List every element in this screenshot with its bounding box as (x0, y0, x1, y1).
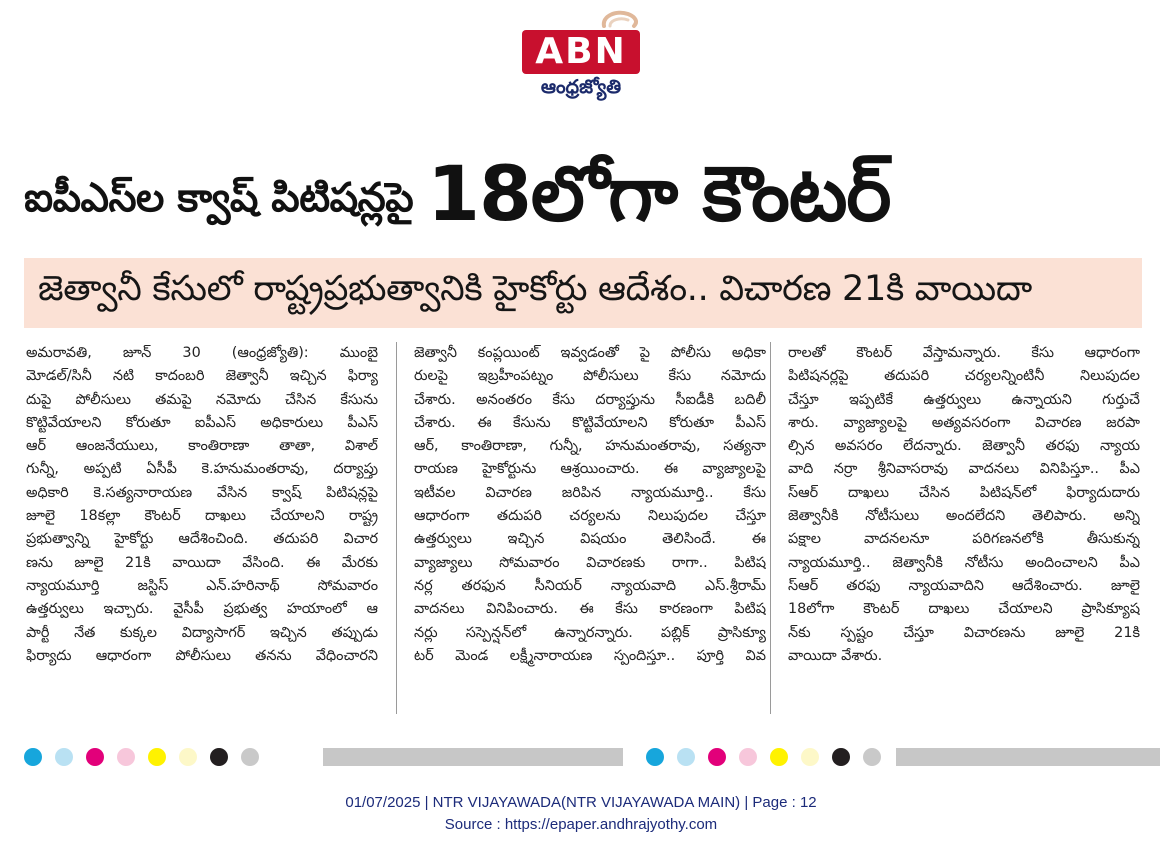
color-swatch (832, 748, 850, 766)
article-line: జెత్వానీ కంప్లయింట్‌ ఇవ్వడంతో పై పోలీసు అధికా (414, 345, 766, 361)
headline-part1: ఐపీఎస్‌ల క్వాష్‌ పిటిషన్లపై (24, 175, 414, 221)
subheadline-text: జెత్వానీ కేసులో రాష్ట్రప్రభుత్వానికి హైకోర్టు ఆదేశం.. విచారణ 21కి వాయిదా (38, 269, 1032, 309)
article-line: పార్టీ నేత కుక్కల విద్యాసాగర్‌ ఇచ్చిన తప్పుడు (26, 624, 378, 641)
logo-badge (522, 30, 640, 74)
color-swatch (863, 748, 881, 766)
article-column-3 (788, 342, 1140, 668)
article-line: ఆర్‌ ఆంజనేయులు, కాంతిరాణా తాతా, విశాల్‌ (26, 438, 378, 455)
article-line: శారు. వ్యాజ్యాలపై అత్యవసరంగా విచారణ జరపా (788, 414, 1140, 431)
article-line: న్‌కు స్పష్టం చేస్తూ విచారణను జూలై 21కి (788, 624, 1140, 641)
color-swatch (24, 748, 42, 766)
color-swatch (210, 748, 228, 766)
color-swatch (770, 748, 788, 766)
footer-source-line: Source : https://epaper.andhrajyothy.com (444, 816, 718, 833)
article-line: రులపై ఇబ్రహీంపట్నం పోలీసులు కేసు నమోదు (414, 368, 766, 385)
article-line: పక్షాల వాదనలనూ పరిగణనలోకి తీసుకున్న (788, 531, 1140, 548)
footer-edition-line: 01/07/2025 | NTR VIJAYAWADA(NTR VIJAYAWADA MAIN) | Page : 12 (345, 794, 817, 811)
abn-logo (520, 8, 642, 100)
page-footer (0, 792, 1162, 836)
article-line: చేస్తూ ఇప్పటికే ఉత్తర్వులు ఉన్నాయని గుర్తుచే (788, 391, 1140, 408)
color-swatch (86, 748, 104, 766)
article-line: రాయణ హైకోర్టును ఆశ్రయించారు. ఈ వ్యాజ్యాలపై (414, 461, 766, 478)
article-line: ఆర్‌, కాంతిరాణా, గున్నీ, హనుమంతరావు, సత్యనా (414, 438, 766, 455)
logo-subtitle: ఆంధ్రజ్యోతి (540, 76, 622, 98)
article-line: జూలై 18కల్లా కౌంటర్‌ దాఖలు చేయాలని రాష్ట్ర (26, 508, 378, 525)
color-swatch (179, 748, 197, 766)
article-line: వాది నర్రా శ్రీనివాసరావు వాదనలు వినిపిస్తూ.. పీఎ (788, 461, 1140, 478)
article-line: ఉత్తర్వులు ఇచ్చిన విషయం తెలిసిందే. ఈ (414, 531, 766, 548)
article-line: జెత్వానీకి నోటీసులు అందలేదని తెలిపారు. అన్ని (788, 508, 1140, 525)
article-line: ల్సిన అవసరం లేదన్నారు. జెత్వానీ తరఫు న్యాయ (788, 438, 1140, 455)
article-line: స్‌ఆర్‌ తరఫు న్యాయవాదిని ఆదేశించారు. జూలై (788, 577, 1140, 594)
article-line: వాయిదా వేశారు. (788, 647, 883, 664)
article-line: అధికారి కె.సత్యనారాయణ వేసిన క్వాష్‌ పిటిషన్లపై (26, 484, 378, 501)
color-swatch (148, 748, 166, 766)
article-body (26, 342, 1146, 722)
article-line: పిటిషనర్లపై తదుపరి చర్యలన్నింటినీ నిలుపుదల (788, 368, 1140, 385)
color-swatch (677, 748, 695, 766)
article-line: మోడల్‌/సినీ నటి కాదంబరి జెత్వానీ ఇచ్చిన ఫిర్యా (26, 368, 378, 385)
grey-registration-bar (323, 748, 623, 766)
article-headline (24, 148, 1140, 258)
color-swatch (739, 748, 757, 766)
color-swatch (801, 748, 819, 766)
article-line: నర్లు సస్పెన్షన్‌లో ఉన్నారన్నారు. పబ్లిక్‌ ప్రాసిక్యూ (414, 624, 766, 641)
color-swatch (241, 748, 259, 766)
article-line: స్‌ఆర్‌ దాఖలు చేసిన పిటిషన్‌లో ఫిర్యాదుదారు (788, 484, 1140, 501)
article-line: 18లోగా కౌంటర్‌ దాఖలు చేయాలని ప్రాసిక్యూష (788, 601, 1140, 618)
article-line: చేశారు. ఈ కేసును కొట్టివేయాలని కోరుతూ పీఎస్‌ (414, 414, 766, 431)
color-swatch (117, 748, 135, 766)
article-line: ఉత్తర్వులు ఇచ్చారు. వైసీపీ ప్రభుత్వ హయాంలో ఆ (26, 601, 378, 618)
column-divider (396, 342, 397, 714)
article-line: ఇటీవల విచారణ జరిపిన న్యాయమూర్తి.. కేసు (414, 484, 766, 501)
article-line: ణను జూలై 21కి వాయిదా వేసింది. ఈ మేరకు (26, 554, 378, 571)
article-line: దుపై పోలీసులు తమపై నమోదు చేసిన కేసును (26, 391, 378, 408)
article-line: అమరావతి, జూన్‌ 30 (ఆంధ్రజ్యోతి): ముంబై (26, 345, 378, 361)
article-line: న్యాయమూర్తి జస్టిస్‌ ఎన్‌.హరినాథ్‌ సోమవారం (26, 577, 378, 594)
article-line: ఫిర్యాదు ఆధారంగా పోలీసులు తనను వేధించారని (26, 647, 378, 664)
article-column-1 (26, 342, 378, 668)
logo-swirl-icon (598, 8, 640, 30)
article-line: టర్‌ మెండ లక్ష్మీనారాయణ స్పందిస్తూ.. పూర్తి వివ (414, 647, 766, 664)
article-line: న్యాయమూర్తి.. జెత్వానీకి నోటీసు అందించాలని పీఎ (788, 554, 1140, 571)
logo-brand: ABN (535, 31, 627, 72)
article-column-2 (414, 342, 766, 668)
grey-registration-bar (896, 748, 1160, 766)
color-swatch (646, 748, 664, 766)
article-line: చేశారు. అనంతరం కేసు దర్యాప్తును సీఐడీకి బదిలీ (414, 391, 766, 408)
article-line: ప్రభుత్వాన్ని హైకోర్టు ఆదేశించింది. తదుపరి విచార (26, 531, 378, 548)
color-swatch (708, 748, 726, 766)
headline-part2: 18లోగా కౌంటర్‌ (427, 149, 891, 238)
article-line: కొట్టివేయాలని కోరుతూ ఐపీఎస్‌ అధికారులు పీఎస్‌ (26, 414, 378, 431)
article-line: నర్ల తరఫున సీనియర్‌ న్యాయవాది ఎస్‌.శ్రీరామ్‌ (414, 577, 766, 594)
article-subheadline (24, 258, 1142, 328)
article-line: వ్యాజ్యాలు సోమవారం విచారణకు రాగా.. పిటిష (414, 554, 766, 571)
article-line: ఆధారంగా తదుపరి చర్యలను నిలుపుదల చేస్తూ (414, 508, 766, 525)
article-line: రాలతో కౌంటర్‌ వేస్తామన్నారు. కేసు ఆధారంగా (788, 345, 1140, 361)
color-swatch (55, 748, 73, 766)
article-line: వాదనలు వినిపించారు. ఈ కేసు కారణంగా పిటిష (414, 601, 766, 618)
column-divider (770, 342, 771, 714)
article-line: గున్నీ, అప్పటి ఏసీపీ కె.హనుమంతరావు, దర్యాప్తు (26, 461, 378, 478)
